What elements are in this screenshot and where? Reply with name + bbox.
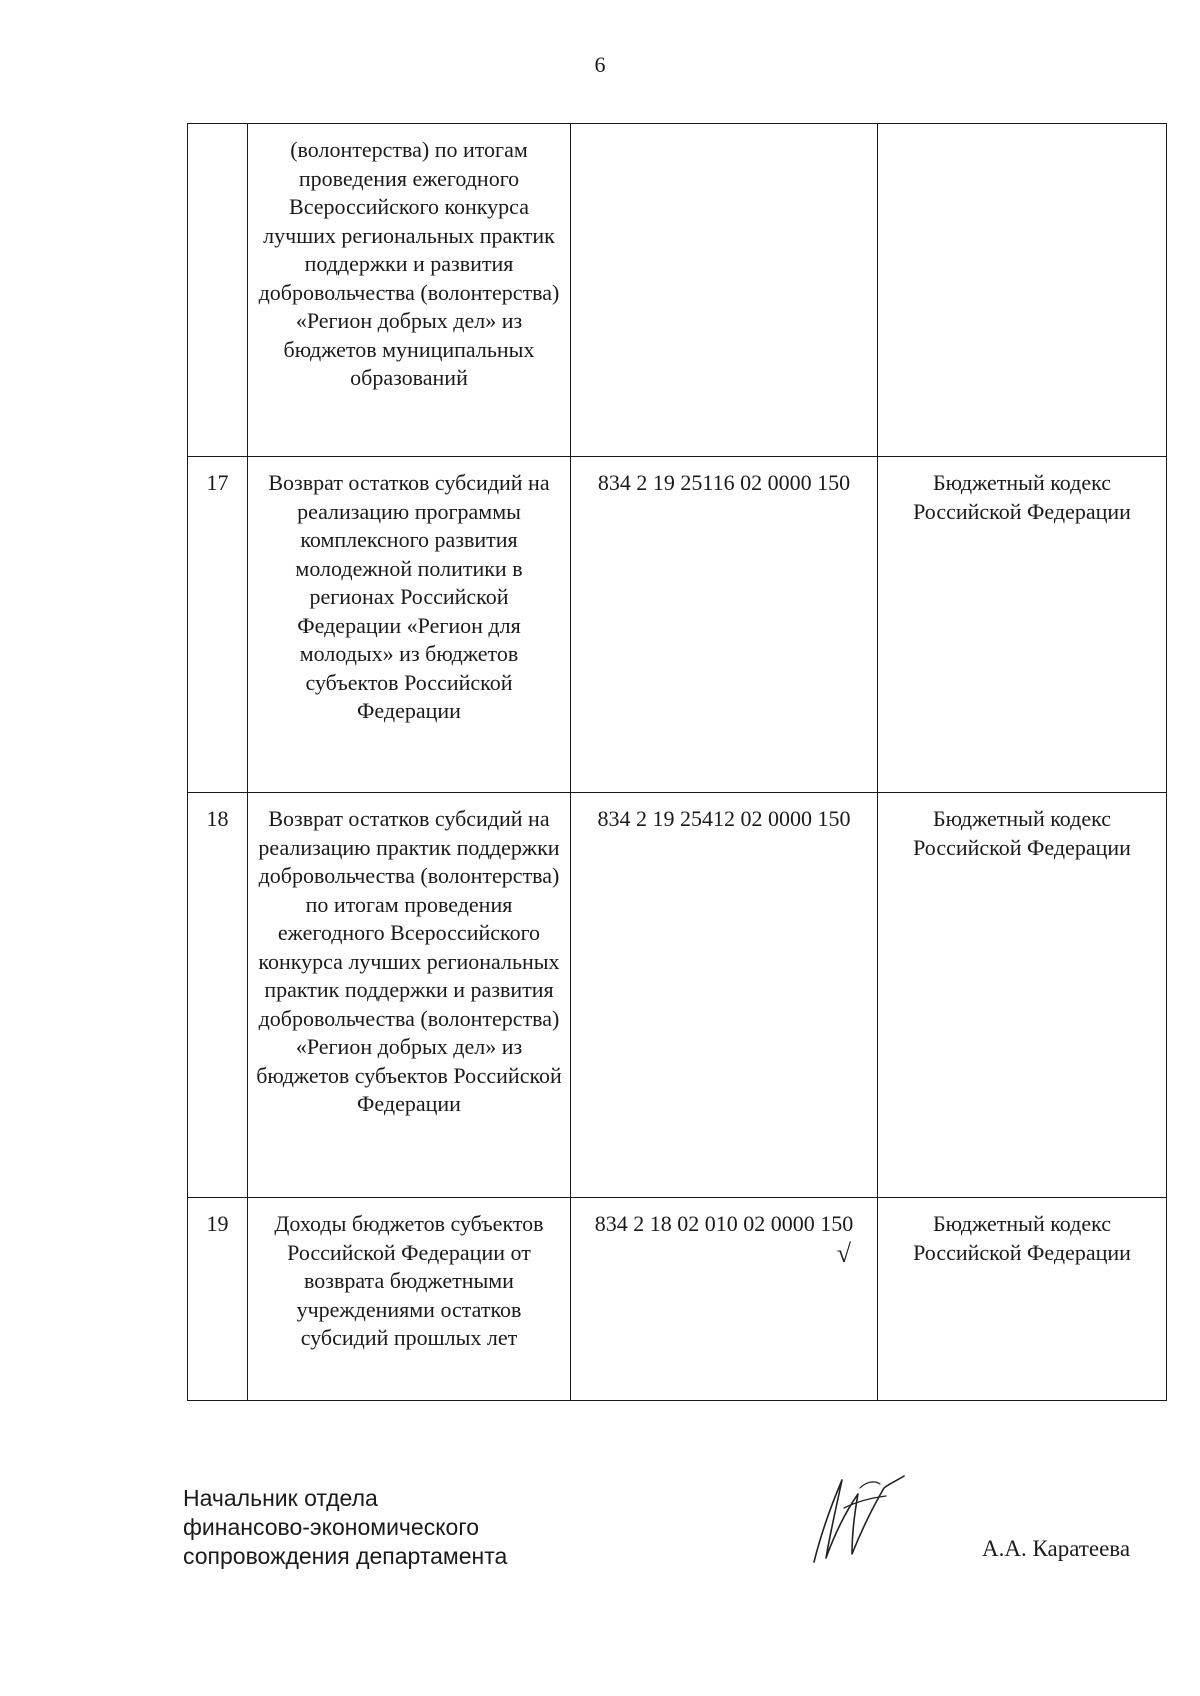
- budget-code-cell: 834 2 19 25412 02 0000 150: [571, 793, 878, 1198]
- table-row: [188, 1198, 1167, 1401]
- signatory-name: А.А. Каратеева: [982, 1536, 1131, 1561]
- position-line: сопровождения департамента: [183, 1543, 508, 1569]
- budget-code-cell: [571, 1198, 878, 1401]
- position-line: финансово-экономического: [183, 1514, 479, 1540]
- table-row: [188, 793, 1167, 1198]
- legal-basis-cell: Бюджетный кодекс Российской Федерации: [878, 1198, 1167, 1401]
- budget-code-cell: 834 2 19 25116 02 0000 150: [571, 457, 878, 793]
- budget-code-text: 834 2 18 02 010 02 0000 150: [594, 1211, 854, 1236]
- revenue-name-cell: Доходы бюджетов субъектов Российской Федерации от возврата бюджетными учреждениями остатков субсидий прошлых лет: [248, 1198, 571, 1401]
- revenue-name-cell: (волонтерства) по итогам проведения ежегодного Всероссийского конкурса лучших региональных практик поддержки и развития добровольчества (волонтерства) «Регион добрых дел» из бюджетов муниципальных образований: [248, 124, 571, 457]
- check-mark-icon: √: [836, 1238, 851, 1268]
- table-row: [188, 124, 1167, 457]
- budget-revenue-table: [187, 123, 1167, 1401]
- row-number-cell: [188, 124, 248, 457]
- row-number-cell: 18: [188, 793, 248, 1198]
- page-number: 6: [594, 52, 606, 77]
- table-row: [188, 457, 1167, 793]
- handwritten-signature-icon: [800, 1468, 910, 1568]
- revenue-name-cell: Возврат остатков субсидий на реализацию программы комплексного развития молодежной политики в регионах Российской Федерации «Регион для молодых» из бюджетов субъектов Российской Федерации: [248, 457, 571, 793]
- legal-basis-cell: Бюджетный кодекс Российской Федерации: [878, 457, 1167, 793]
- signatory-position: [183, 1484, 507, 1571]
- budget-code-cell: [571, 124, 878, 457]
- legal-basis-cell: [878, 124, 1167, 457]
- revenue-name-cell: Возврат остатков субсидий на реализацию практик поддержки добровольчества (волонтерства) по итогам проведения ежегодного Всероссийского конкурса лучших региональных практик поддержки и развития добровольчества (волонтерства) «Регион добрых дел» из бюджетов субъектов Российской Федерации: [248, 793, 571, 1198]
- row-number-cell: 19: [188, 1198, 248, 1401]
- legal-basis-cell: Бюджетный кодекс Российской Федерации: [878, 793, 1167, 1198]
- row-number-cell: 17: [188, 457, 248, 793]
- position-line: Начальник отдела: [183, 1485, 378, 1511]
